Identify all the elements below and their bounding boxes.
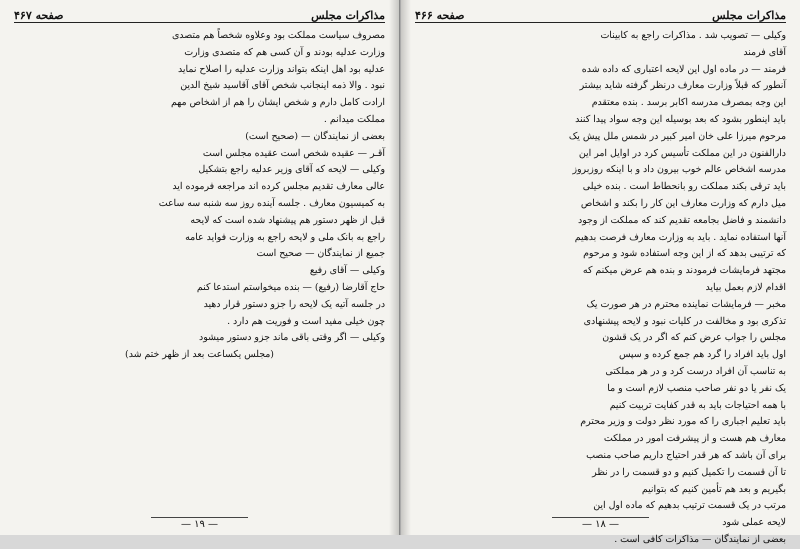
text-line: جمیع از نمایندگان — صحیح است (256, 248, 385, 260)
text-line: به کمیسیون معارف . جلسه آینده روز سه شنبه سه ساعت (158, 197, 385, 209)
text-line: مدرسه اشخاص عالم خوب بیرون داد و با اینکه روزبروز (572, 164, 786, 176)
text-line: میل دارم که وزارت معارف این کار را بکند و اشخاص (580, 197, 786, 209)
text-line: چون خیلی مفید است و فوریت هم دارد . (227, 315, 385, 327)
text-line: به تناسب آن افراد درست کرد و در هر مملکتی (605, 365, 786, 377)
text-line: بعضی از نمایندگان — (صحیح است) (245, 130, 385, 142)
page-footer (0, 517, 399, 530)
session-close-note: (مجلس یکساعت بعد از ظهر ختم شد) (125, 349, 274, 361)
text-line: مرتب در یک قسمت ترتیب بدهیم که ماده اول این (593, 500, 786, 512)
page-header (415, 6, 786, 23)
text-line: وکیلی — آقای رفیع (309, 265, 385, 277)
text-line: عدلیه بود اهل اینکه بتواند وزارت عدلیه را اصلاح نماید (178, 63, 385, 75)
text-line: آقـر — عقیده شخص است عقیده مجلس است (202, 147, 385, 159)
text-line: راجع به بانک ملی و لایحه راجع به وزارت فواید عامه (185, 231, 385, 243)
header-section-title: مذاکرات مجلس (311, 9, 385, 22)
text-line: با همه احتیاجات باید به قدر کفایت تربیت کنیم (609, 399, 786, 411)
right-page (400, 0, 800, 545)
text-line: قبل از ظهر دستور هم پیشنهاد شده است که لایحه (190, 214, 385, 226)
text-line: لایحه عملی شود (722, 517, 786, 529)
text-line: مملکت میدانم . (323, 113, 385, 125)
page-footer (401, 517, 800, 530)
page-text (14, 28, 385, 513)
text-line: تا آن قسمت را تکمیل کنیم و دو قسمت را در نظر (592, 466, 786, 478)
text-line: آقای فرمند (743, 46, 786, 58)
text-line: فرمند — در ماده اول این لایحه اعتباری که داده شده (581, 63, 786, 75)
text-line: آنطور که قبلاً وزارت معارف درنظر گرفته شاید بیشتر (579, 80, 786, 92)
text-line: باید ترقی بکند مملکت رو بانحطاط است . بنده خیلی (582, 181, 786, 193)
text-line: وزارت عدلیه بودند و آن کسی هم که متصدی وزارت (184, 46, 385, 58)
gutter-shadow (401, 0, 411, 535)
header-page-label: صفحه ۴۶۷ (14, 9, 64, 22)
left-page (0, 0, 400, 535)
text-line: دانشمند و فاضل بجامعه تقدیم کند که مملکت از وجود (578, 214, 786, 226)
text-line: اقدام لازم بعمل بیاید (705, 281, 786, 293)
text-line: مصروف سیاست مملکت بود وعلاوه شخصاً هم متصدی (171, 30, 385, 41)
text-line: بگیریم و بعد هم تأمین کنیم که بتوانیم (641, 483, 786, 495)
text-line: مجتهد فرمایشات فرمودند و بنده هم عرض میکنم که (582, 265, 786, 277)
text-line: این وجه بمصرف مدرسه اکابر برسد . بنده معتقدم (591, 97, 786, 109)
text-line: ارادت کامل دارم و شخص ایشان را هم از اشخاص مهم (170, 97, 385, 109)
text-line: که ترتیبی بدهد که از این وجه استفاده شود و مرحوم (583, 248, 786, 260)
text-line: اول باید افراد را گرد هم جمع کرده و سپس (618, 349, 786, 361)
text-line: مجلس را جواب عرض کنم که اگر در یک قشون (602, 332, 786, 344)
text-line: مرحوم میرزا علی خان امیر کبیر در شمس ملل پیش یک (568, 130, 786, 142)
text-line: باید اینطور بشود که بعد بوسیله این وجه سواد پیدا کنند (575, 113, 786, 125)
text-line: وکیلی — لایحه که آقای وزیر عدلیه راجع بتشکیل (198, 164, 385, 176)
text-line: در جلسه آتیه یک لایحه را جزو دستور قرار دهید (203, 298, 385, 310)
gutter-shadow (389, 0, 399, 535)
footer-page-number: — ۱۸ — (552, 517, 649, 530)
text-line: برای آن باشد که هر قدر احتیاج داریم صاحب منصب (586, 449, 786, 461)
text-line: حاج آقارضا (رفیع) — بنده میخواستم استدعا کنم (196, 281, 385, 293)
text-line: یک نفر یا دو نفر صاحب منصب لازم است و ما (607, 382, 786, 394)
header-section-title: مذاکرات مجلس (712, 9, 786, 22)
footer-page-number: — ۱۹ — (151, 517, 248, 530)
text-line: نبود . والا ذمه اینجانب شخص آقای آقاسید شیخ الدین (180, 80, 385, 92)
text-line: معارف هم هست و از پیشرفت امور در مملکت (603, 433, 786, 445)
text-line: تذکری بود و مخالفت در کلیات نبود و لایحه پیشنهادی (583, 315, 786, 327)
header-page-label: صفحه ۴۶۶ (415, 9, 465, 22)
text-line: بعضی از نمایندگان — مذاکرات کافی است . (614, 533, 786, 545)
page-header (14, 6, 385, 23)
text-line: آنها استفاده نماید . باید به وزارت معارف فرصت بدهیم (574, 231, 786, 243)
text-line: دارالفنون در این مملکت تأسیس کرد در اوایل امر این (578, 147, 786, 159)
text-line: عالی معارف تقدیم مجلس کرده اند مراجعه فرموده اید (172, 181, 385, 193)
text-line: باید تعلیم اجباری را که مورد نظر دولت و وزیر محترم (580, 416, 786, 428)
text-line: مخبر — فرمایشات نماینده محترم در هر صورت یک (586, 298, 786, 310)
text-line: وکیلی — تصویب شد . مذاکرات راجع به کابینات (600, 30, 786, 41)
text-line: وکیلی — اگر وقتی باقی ماند جزو دستور میشود (199, 332, 385, 344)
